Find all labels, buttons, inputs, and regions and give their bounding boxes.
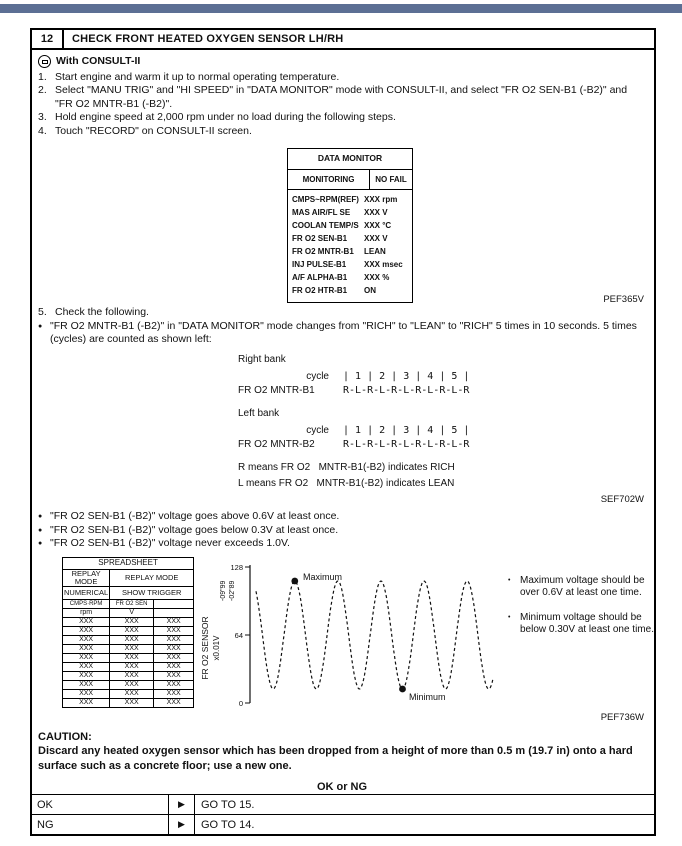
- cell: XXX: [154, 698, 194, 707]
- graph-notes: [508, 575, 656, 649]
- procedure-title: CHECK FRONT HEATED OXYGEN SENSOR LH/RH: [72, 33, 344, 45]
- table-row: [63, 617, 194, 626]
- step-number: 4.: [38, 124, 47, 137]
- cell: XXX: [110, 635, 154, 644]
- param-name: FR O2 SEN-B1: [292, 234, 348, 243]
- check-bullet: [38, 320, 646, 347]
- table-row: [288, 193, 412, 206]
- consult-heading: [38, 55, 646, 69]
- cycle-word: cycle: [306, 424, 329, 436]
- figure-code: PEF365V: [603, 293, 644, 305]
- arrow-right-icon: ▶: [168, 795, 195, 814]
- cell: XXX: [154, 635, 194, 644]
- step-4: [38, 125, 646, 139]
- top-accent-bar: [0, 4, 682, 13]
- result-row-ok: [32, 794, 654, 814]
- step-3: [38, 111, 646, 125]
- cell: XXX: [110, 662, 154, 671]
- procedure-box: [30, 28, 656, 836]
- cycle-ruler: | 1 | 2 | 3 | 4 | 5 |: [343, 370, 470, 382]
- caution-block: [38, 730, 646, 774]
- table-row: [288, 232, 412, 245]
- param-value: XXX rpm: [364, 195, 398, 204]
- table-row: [63, 689, 194, 698]
- max-voltage-note: [508, 575, 656, 600]
- param-name: FR O2 HTR-B1: [292, 286, 348, 295]
- y-tick-0: 0: [238, 698, 243, 708]
- cell: XXX: [154, 617, 194, 626]
- table-row: [63, 698, 194, 707]
- param-value: ON: [364, 286, 376, 295]
- param-name: MAS AIR/FL SE: [292, 208, 351, 217]
- sequence-label: FR O2 MNTR-B2: [238, 438, 315, 450]
- param-value: XXX %: [364, 273, 390, 282]
- col-header: CMPS·RPM: [63, 599, 110, 608]
- procedure-header: [32, 30, 654, 50]
- replay-mode-cell: REPLAY MODE: [110, 569, 194, 586]
- note-text: Minimum voltage should be below 0.30V at least one time.: [520, 611, 654, 635]
- param-name: A/F ALPHA-B1: [292, 273, 348, 282]
- cell: XXX: [63, 662, 110, 671]
- cell: XXX: [110, 644, 154, 653]
- maximum-label: Maximum: [303, 571, 343, 582]
- note-text: Maximum voltage should be over 0.6V at least one time.: [520, 574, 645, 598]
- figure-code: PEF736W: [600, 712, 644, 723]
- step-5: [38, 306, 646, 320]
- min-voltage-note: [508, 612, 656, 637]
- bullet-icon: ●: [38, 540, 43, 547]
- cell: XXX: [154, 689, 194, 698]
- data-monitor-header-row: [288, 170, 412, 191]
- cycle-ruler-row: [238, 424, 646, 438]
- step-text: Start engine and warm it up to normal operating temperature.: [55, 70, 340, 83]
- table-row: [63, 644, 194, 653]
- unit-cell: [154, 608, 194, 617]
- time-label: -02"89: [229, 580, 236, 601]
- table-row: [288, 271, 412, 284]
- param-value: LEAN: [364, 247, 386, 256]
- cycle-ruler-row: [238, 370, 646, 384]
- cell: XXX: [63, 635, 110, 644]
- param-value: XXX V: [364, 234, 388, 243]
- cell: XXX: [154, 671, 194, 680]
- rich-lean-sequence: R-L-R-L-R-L-R-L-R-L-R: [343, 438, 470, 450]
- procedure-number: 12: [32, 30, 64, 48]
- cell: XXX: [110, 689, 154, 698]
- bank-label: Left bank: [238, 407, 280, 419]
- param-name: COOLAN TEMP/S: [292, 221, 359, 230]
- spreadsheet-table: [62, 557, 194, 708]
- step-text: Touch "RECORD" on CONSULT-II screen.: [55, 124, 252, 137]
- cell: XXX: [154, 644, 194, 653]
- unit-cell: rpm: [63, 608, 110, 617]
- bullet-icon: •: [508, 576, 511, 584]
- bullet-icon: ●: [38, 513, 43, 520]
- cell: XXX: [154, 653, 194, 662]
- minimum-label: Minimum: [409, 691, 446, 702]
- table-row: [288, 284, 412, 297]
- minimum-point: [399, 685, 406, 692]
- table-row: [63, 671, 194, 680]
- data-monitor-col-monitoring: MONITORING: [288, 170, 370, 190]
- cell: XXX: [63, 617, 110, 626]
- voltage-bullet-1: [38, 510, 646, 524]
- result-action: GO TO 15.: [201, 798, 255, 811]
- caution-label: CAUTION:: [38, 730, 92, 743]
- bullet-text: "FR O2 MNTR-B1 (-B2)" in "DATA MONITOR" mode changes from "RICH" to "LEAN" to "RICH" 5 times in 10 seconds. 5 times (cycles) are counted as shown left:: [50, 319, 637, 345]
- right-bank-block: [238, 353, 646, 398]
- param-value: XXX V: [364, 208, 388, 217]
- bullet-icon: ●: [38, 526, 43, 534]
- data-monitor-figure: [38, 138, 646, 306]
- voltage-bullet-2: [38, 524, 646, 538]
- cell: XXX: [110, 653, 154, 662]
- y-tick-64: 64: [234, 630, 243, 640]
- cell: XXX: [63, 653, 110, 662]
- step-text: Select "MANU TRIG" and "HI SPEED" in "DATA MONITOR" mode with CONSULT-II, and select "FR O2 SEN-B1 (-B2)" and "FR O2 MNTR-B1 (-B2)".: [55, 84, 628, 110]
- numerical-cell: NUMERICAL: [63, 586, 110, 599]
- col-header: FR O2 SEN: [110, 599, 154, 608]
- arrow-right-icon: ▶: [168, 815, 195, 834]
- sequence-row: [238, 438, 646, 452]
- table-row: [63, 626, 194, 635]
- result-action: GO TO 14.: [201, 818, 255, 831]
- cell: XXX: [154, 680, 194, 689]
- left-bank-block: [238, 407, 646, 452]
- maximum-point: [291, 577, 298, 584]
- result-status: NG: [37, 818, 54, 831]
- step-text: Check the following.: [55, 306, 149, 318]
- result-table: [32, 794, 654, 834]
- cell: XXX: [110, 680, 154, 689]
- cell: XXX: [110, 626, 154, 635]
- data-monitor-rows: [288, 190, 412, 302]
- sensor-waveform: [256, 581, 493, 689]
- cell: XXX: [63, 626, 110, 635]
- step-number: 2.: [38, 84, 47, 96]
- cycle-diagram: [238, 353, 646, 491]
- o2-sensor-waveform-chart: [198, 553, 508, 721]
- param-name: FR O2 MNTR-B1: [292, 247, 354, 256]
- bullet-text: "FR O2 SEN-B1 (-B2)" voltage goes above 0.6V at least once.: [50, 510, 340, 522]
- cell: XXX: [110, 671, 154, 680]
- table-row: [63, 662, 194, 671]
- col-header: [154, 599, 194, 608]
- y-axis-unit: x0.01V: [212, 635, 221, 660]
- cycle-word: cycle: [306, 370, 329, 382]
- legend-rich: R means FR O2 MNTR-B1(-B2) indicates RICH: [238, 461, 455, 473]
- step-2: [38, 84, 646, 111]
- param-name: INJ PULSE-B1: [292, 260, 347, 269]
- caution-text: Discard any heated oxygen sensor which has been dropped from a height of more than 0.5 m (19.7 in) onto a hard surface such as a concrete floor; use a new one.: [38, 745, 633, 772]
- cycle-ruler: | 1 | 2 | 3 | 4 | 5 |: [343, 424, 470, 436]
- ok-or-ng-heading: OK or NG: [316, 781, 368, 793]
- sequence-label: FR O2 MNTR-B1: [238, 384, 315, 396]
- cell: XXX: [63, 680, 110, 689]
- replay-mode-cell: REPLAY MODE: [63, 569, 110, 586]
- step-number: 5.: [38, 306, 47, 318]
- param-value: XXX °C: [364, 221, 392, 230]
- table-row: [288, 219, 412, 232]
- waveform-figure: [38, 553, 654, 725]
- cell: XXX: [63, 671, 110, 680]
- sequence-row: [238, 384, 646, 398]
- data-monitor-title: DATA MONITOR: [288, 149, 412, 170]
- bank-label: Right bank: [238, 353, 286, 365]
- step-number: 3.: [38, 111, 47, 123]
- bullet-icon: ●: [38, 322, 43, 330]
- table-row: [288, 206, 412, 219]
- cell: XXX: [154, 626, 194, 635]
- figure-code: SEF702W: [600, 493, 644, 505]
- consult-ii-icon: [38, 55, 51, 68]
- procedure-content: [32, 50, 654, 795]
- consult-heading-label: With CONSULT-II: [56, 55, 141, 67]
- unit-cell: V: [110, 608, 154, 617]
- bullet-text: "FR O2 SEN-B1 (-B2)" voltage never exceeds 1.0V.: [50, 537, 290, 549]
- cell: XXX: [110, 617, 154, 626]
- rich-lean-sequence: R-L-R-L-R-L-R-L-R-L-R: [343, 384, 470, 396]
- param-name: CMPS~RPM(REF): [292, 195, 359, 204]
- show-trigger-cell: SHOW TRIGGER: [110, 586, 194, 599]
- cell: XXX: [63, 698, 110, 707]
- bullet-icon: •: [508, 613, 511, 621]
- cell: XXX: [110, 698, 154, 707]
- bullet-text: "FR O2 SEN-B1 (-B2)" voltage goes below 0.3V at least once.: [50, 523, 339, 536]
- step-text: Hold engine speed at 2,000 rpm under no load during the following steps.: [55, 111, 396, 123]
- table-row: [63, 653, 194, 662]
- cell: XXX: [154, 662, 194, 671]
- data-monitor-col-nofail: NO FAIL: [375, 174, 407, 184]
- cell: XXX: [63, 644, 110, 653]
- data-monitor-screen: [287, 148, 413, 303]
- table-row: [288, 258, 412, 271]
- time-label: -09"99: [220, 580, 227, 601]
- result-status: OK: [37, 798, 53, 811]
- step-1: [38, 71, 646, 85]
- spreadsheet-title: SPREADSHEET: [63, 557, 194, 569]
- cell: XXX: [63, 689, 110, 698]
- voltage-bullet-3: [38, 537, 646, 551]
- legend-lean: L means FR O2 MNTR-B1(-B2) indicates LEAN: [238, 477, 455, 489]
- param-value: XXX msec: [364, 260, 403, 269]
- result-row-ng: [32, 814, 654, 834]
- table-row: [63, 680, 194, 689]
- y-tick-128: 128: [230, 562, 243, 572]
- table-row: [288, 245, 412, 258]
- table-row: [63, 635, 194, 644]
- step-number: 1.: [38, 70, 47, 83]
- y-axis-label: FR O2 SENSOR: [200, 615, 210, 680]
